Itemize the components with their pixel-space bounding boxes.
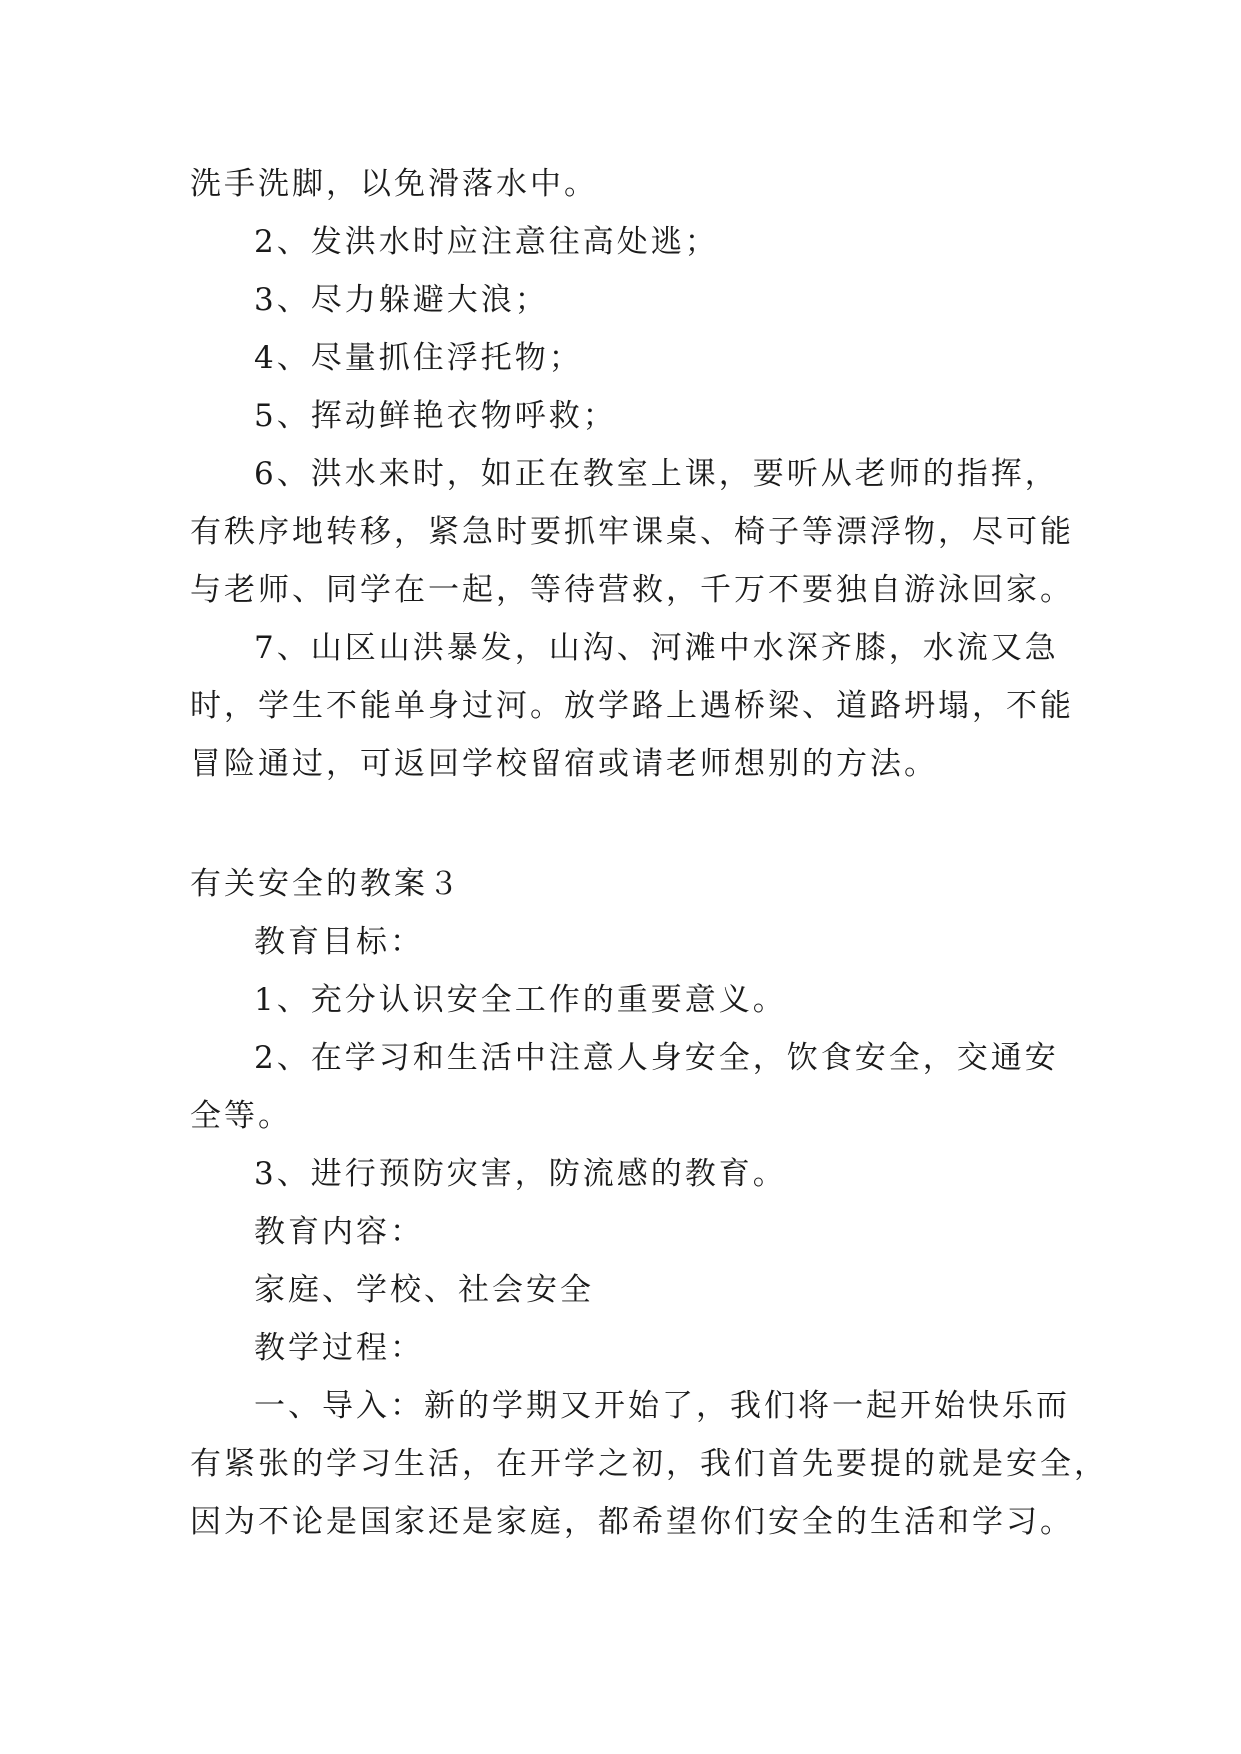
section-flood-safety: [190, 155, 1074, 793]
text-line: 一、导入：新的学期又开始了，我们将一起开始快乐而: [254, 1388, 1070, 1424]
text-line: 6、洪水来时，如正在教室上课，要听从老师的指挥，: [254, 456, 1059, 492]
text-line: 5、挥动鲜艳衣物呼救；: [254, 398, 617, 434]
text-line: 教育目标：: [254, 924, 424, 960]
text-line: 全等。: [190, 1098, 292, 1134]
text-line: 教学过程：: [254, 1330, 424, 1366]
section-safety-lesson-plan: [190, 855, 1108, 1551]
text-line: 有秩序地转移，紧急时要抓牢课桌、椅子等漂浮物，尽可能: [190, 514, 1074, 550]
text-line: 2、在学习和生活中注意人身安全，饮食安全，交通安: [254, 1040, 1059, 1076]
section-heading: 有关安全的教案３: [190, 866, 462, 902]
text-line: 4、尽量抓住浮托物；: [254, 340, 583, 376]
text-line: 因为不论是国家还是家庭，都希望你们安全的生活和学习。: [190, 1504, 1074, 1540]
text-line: 3、进行预防灾害，防流感的教育。: [254, 1156, 787, 1192]
text-line: 3、尽力躲避大浪；: [254, 282, 549, 318]
text-line: 教育内容：: [254, 1214, 424, 1250]
text-line: 家庭、学校、社会安全: [254, 1272, 594, 1308]
text-line: 有紧张的学习生活，在开学之初，我们首先要提的就是安全，: [190, 1446, 1108, 1482]
text-line: 1、充分认识安全工作的重要意义。: [254, 982, 787, 1018]
text-line: 2、发洪水时应注意往高处逃；: [254, 224, 719, 260]
text-line: 7、山区山洪暴发，山沟、河滩中水深齐膝，水流又急: [254, 630, 1059, 666]
text-line: 时，学生不能单身过河。放学路上遇桥梁、道路坍塌，不能: [190, 688, 1074, 724]
text-line: 洗手洗脚，以免滑落水中。: [190, 166, 598, 202]
text-line: 与老师、同学在一起，等待营救，千万不要独自游泳回家。: [190, 572, 1074, 608]
text-line: 冒险通过，可返回学校留宿或请老师想别的方法。: [190, 746, 938, 782]
